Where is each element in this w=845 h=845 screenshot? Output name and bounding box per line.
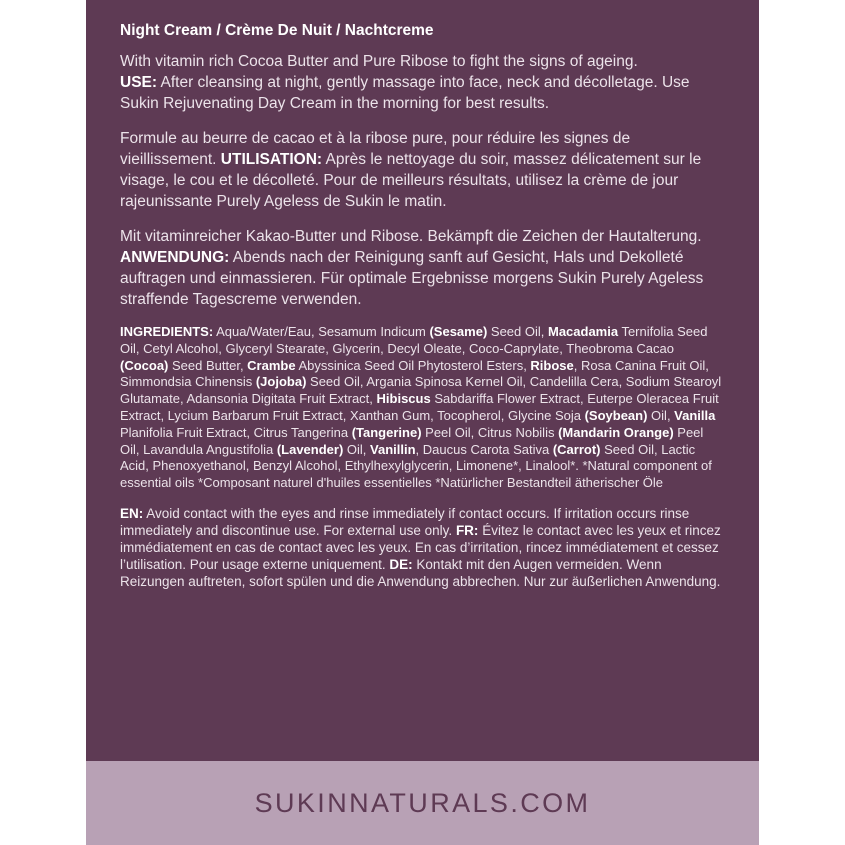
warning-en-text: Avoid contact with the eyes and rinse immediately if contact occurs. If irritation occurs rinse immediately and discontinue use. For external use only. xyxy=(120,505,690,538)
english-intro: With vitamin rich Cocoa Butter and Pure Ribose to fight the signs of ageing. xyxy=(120,53,638,70)
ingredient-text: , Daucus Carota Sativa xyxy=(415,441,553,457)
ingredient-text: Seed Oil, xyxy=(487,324,548,339)
ingredients-list xyxy=(120,324,725,492)
ingredient-highlight: (Tangerine) xyxy=(351,424,422,440)
ingredient-text: Abyssinica Seed Oil Phytosterol Esters, xyxy=(295,357,531,373)
website-banner xyxy=(86,761,759,845)
ingredient-highlight: (Carrot) xyxy=(552,441,601,457)
english-use-text: After cleansing at night, gently massage into face, neck and décolletage. Use Sukin Rejuvenating Day Cream in the morning for best results. xyxy=(120,74,690,112)
product-title: Night Cream / Crème De Nuit / Nachtcreme xyxy=(120,22,434,39)
ingredient-text: Peel Oil, Citrus Nobilis xyxy=(421,424,559,440)
warnings xyxy=(120,506,725,591)
ingredient-highlight: (Lavender) xyxy=(276,441,344,457)
ingredient-text: Planifolia Fruit Extract, Citrus Tangerina xyxy=(120,424,352,440)
warning-de-text: Kontakt mit den Augen vermeiden. Wenn Reizungen auftreten, sofort spülen und die Anwendung abbrechen. Nur zur äußerlichen Anwendung. xyxy=(120,556,721,589)
label-content xyxy=(120,21,725,591)
german-use-label: ANWENDUNG: xyxy=(120,249,230,266)
ingredient-text: , Rosa Canina Fruit Oil, Simmondsia Chinensis xyxy=(120,357,709,390)
ingredient-highlight: Vanillin xyxy=(370,441,416,457)
ingredient-text: Peel Oil, Lavandula Angustifolia xyxy=(120,424,704,457)
german-use-text: Abends nach der Reinigung sanft auf Gesicht, Hals und Dekolleté auftragen und einmassieren. Für optimale Ergebnisse morgens Sukin Purely Ageless straffende Tagescreme verwenden. xyxy=(120,249,704,308)
ingredient-text: Seed Butter, xyxy=(168,357,248,373)
ingredient-highlight: Macadamia xyxy=(547,324,619,339)
ingredient-text: Sabdariffa Flower Extract, Euterpe Oleracea Fruit Extract, Lycium Barbarum Fruit Extract, Xanthan Gum, Tocopherol, Glycine Soja xyxy=(120,391,719,423)
english-use-label: USE: xyxy=(120,74,158,91)
french-use-label: UTILISATION: xyxy=(220,151,323,168)
ingredient-text: Oil, xyxy=(647,407,675,423)
ingredients-label: INGREDIENTS: xyxy=(120,324,214,339)
french-description xyxy=(120,128,725,212)
ingredient-highlight: (Mandarin Orange) xyxy=(558,424,674,440)
warning-en-label: EN: xyxy=(120,505,144,521)
website-url: SUKINNATURALS.COM xyxy=(254,787,591,818)
french-use-text: Après le nettoyage du soir, massez délicatement sur le visage, le cou et le décolleté. Pour de meilleurs résultats, utilisez la crème de jour rajeunissante Purely Ageless de Sukin le matin. xyxy=(120,151,702,210)
ingredient-highlight: (Cocoa) xyxy=(120,357,169,373)
ingredient-highlight: Hibiscus xyxy=(376,391,431,407)
warning-de-label: DE: xyxy=(389,556,413,572)
german-intro: Mit vitaminreicher Kakao-Butter und Ribose. Bekämpft die Zeichen der Hautalterung. xyxy=(120,228,702,245)
ingredient-highlight: Vanilla xyxy=(674,407,716,423)
ingredient-text: Seed Oil, Lactic Acid, Phenoxyethanol, Benzyl Alcohol, Ethylhexylglycerin, Limonene*, Linalool*. *Natural component of essential oils *Composant naturel d'huiles essentielles *Natürlicher Bestandteil ätherischer Öle xyxy=(120,441,712,491)
ingredient-text: Ternifolia Seed Oil, Cetyl Alcohol, Glyceryl Stearate, Glycerin, Decyl Oleate, Coco-Caprylate, Theobroma Cacao xyxy=(120,324,708,356)
ingredient-text: Oil, xyxy=(343,441,371,457)
ingredient-highlight: (Soybean) xyxy=(584,407,648,423)
french-intro: Formule au beurre de cacao et à la ribose pure, pour réduire les signes de vieillissement. xyxy=(120,130,631,168)
ingredient-text: Aqua/Water/Eau, Sesamum Indicum xyxy=(213,324,430,339)
warning-fr-text: Évitez le contact avec les yeux et rincez immédiatement en cas de contact avec les yeux. En cas d’irritation, rincez immédiatement et cessez l’utilisation. Pour usage externe uniquement. xyxy=(120,522,721,572)
german-description xyxy=(120,226,725,310)
warning-fr-label: FR: xyxy=(455,522,479,538)
ingredient-text: Seed Oil, Argania Spinosa Kernel Oil, Candelilla Cera, Sodium Stearoyl Glutamate, Adansonia Digitata Fruit Extract, xyxy=(120,374,722,407)
ingredient-highlight: (Jojoba) xyxy=(255,374,307,390)
english-description xyxy=(120,51,725,114)
ingredient-highlight: (Sesame) xyxy=(429,324,488,339)
ingredient-highlight: Ribose xyxy=(530,357,574,373)
ingredient-highlight: Crambe xyxy=(247,357,296,373)
